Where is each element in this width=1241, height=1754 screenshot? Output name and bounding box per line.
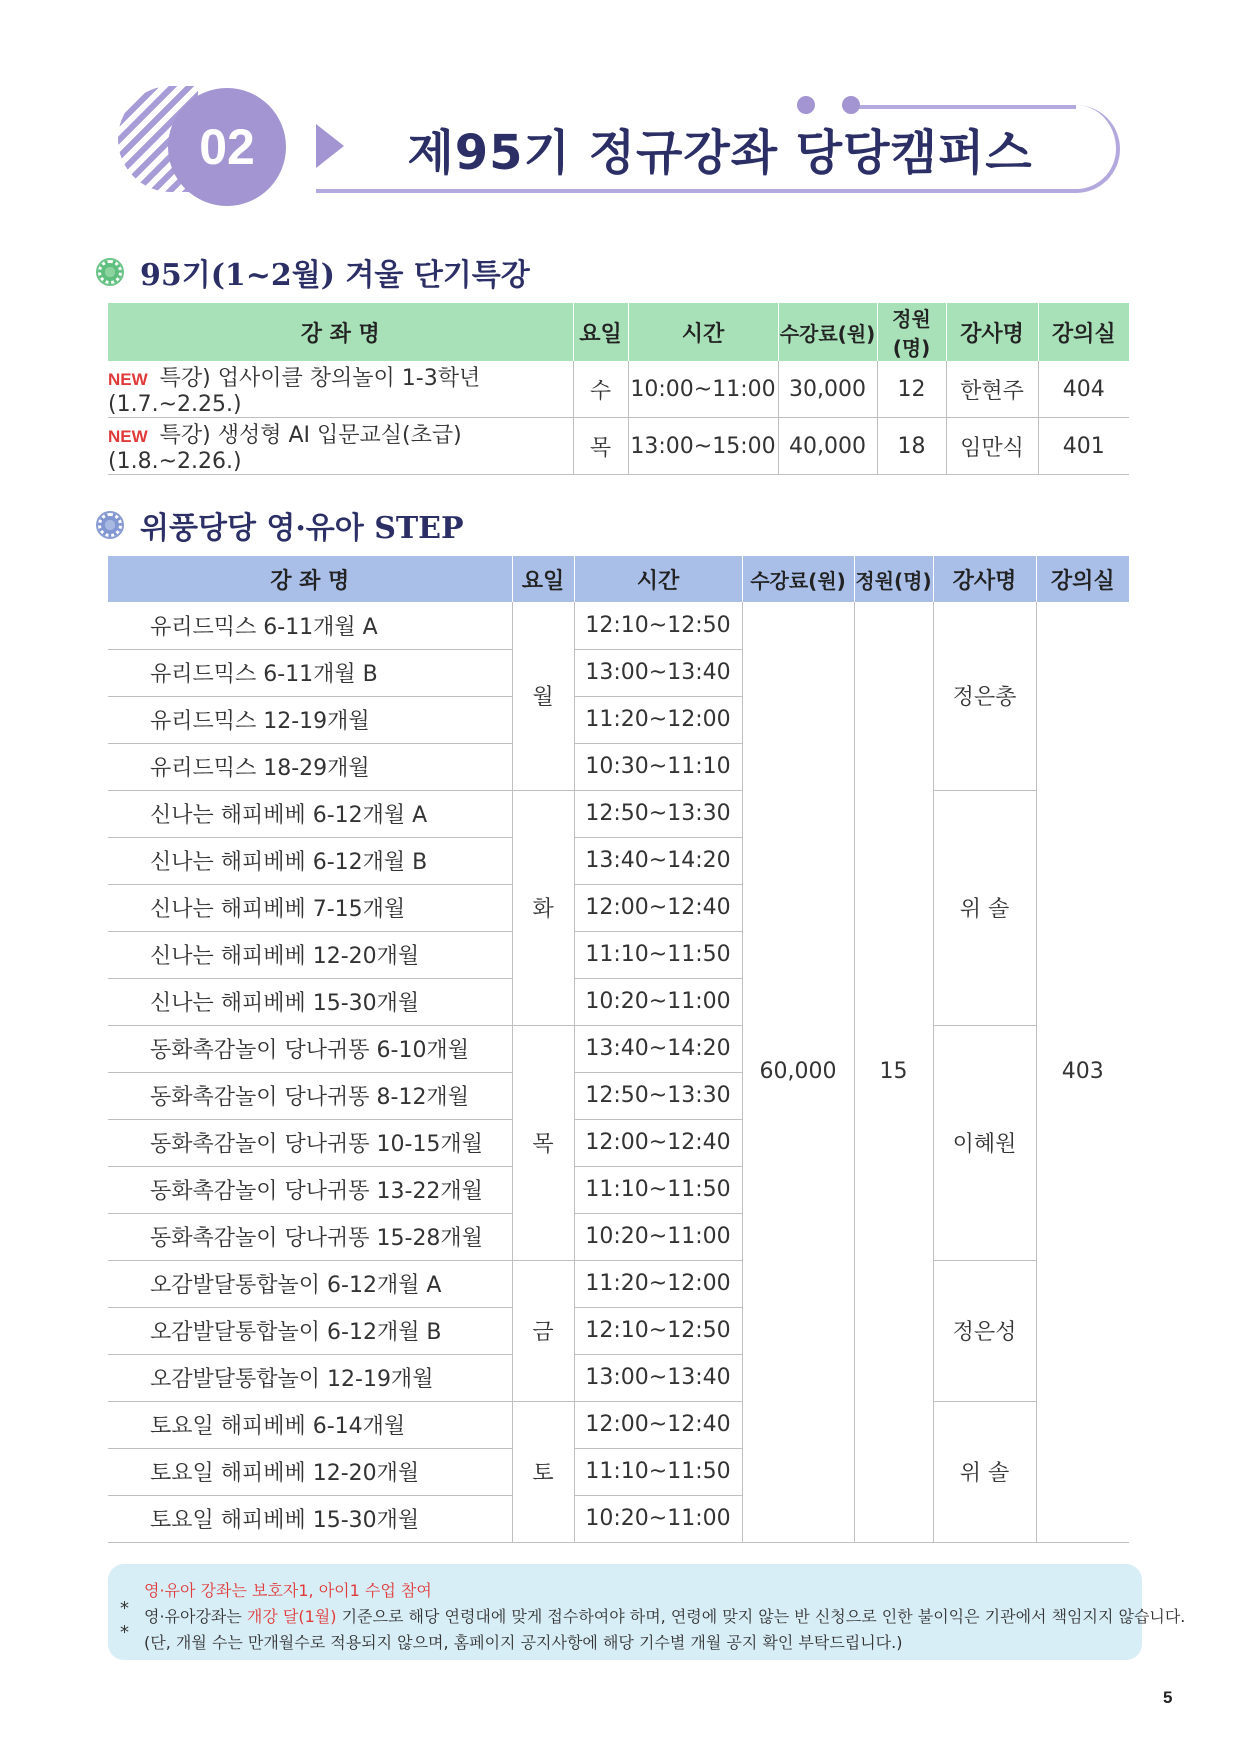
section-title: 위풍당당 영·유아 STEP — [140, 511, 464, 546]
time-cell: 11:20~12:00 — [574, 1260, 742, 1307]
time-cell: 10:20~11:00 — [574, 1213, 742, 1260]
notice-box — [108, 1564, 1186, 1660]
page-title: 제95기 정규강좌 당당캠퍼스 — [407, 125, 1033, 181]
time-cell: 10:20~11:00 — [574, 1495, 742, 1542]
circle-bullet-icon — [98, 260, 122, 284]
teacher-cell: 이혜원 — [933, 1025, 1036, 1260]
col-header: 수강료(원) — [778, 303, 877, 361]
teacher-cell: 정은총 — [933, 602, 1036, 790]
notice-line-1: 영·유아 강좌는 보호자1, 아이1 수업 참여 — [144, 1581, 432, 1600]
time-cell: 11:10~11:50 — [574, 1448, 742, 1495]
col-header: 강의실 — [1038, 303, 1129, 361]
day-cell: 목 — [573, 418, 628, 475]
course-name: 특강) 생성형 AI 입문교실(초급)(1.8.~2.26.) — [108, 423, 462, 474]
course-name: 신나는 해피베베 7-15개월 — [108, 884, 512, 931]
asterisk-mark: * — [120, 1598, 129, 1619]
table-row — [108, 361, 1129, 418]
decorative-dot — [797, 96, 815, 114]
day-cell: 토 — [512, 1401, 574, 1542]
teacher-cell: 위 솔 — [933, 790, 1036, 1025]
course-name: 동화촉감놀이 당나귀똥 10-15개월 — [108, 1119, 512, 1166]
new-badge: NEW — [108, 370, 148, 389]
teacher-cell: 한현주 — [946, 361, 1038, 418]
table-row — [108, 790, 1129, 837]
course-name: 신나는 해피베베 6-12개월 A — [108, 790, 512, 837]
course-name: 토요일 해피베베 12-20개월 — [108, 1448, 512, 1495]
course-name: 오감발달통합놀이 6-12개월 B — [108, 1307, 512, 1354]
time-cell: 13:40~14:20 — [574, 1025, 742, 1072]
teacher-cell: 임만식 — [946, 418, 1038, 475]
time-cell: 11:10~11:50 — [574, 1166, 742, 1213]
time-cell: 12:50~13:30 — [574, 790, 742, 837]
table-row — [108, 1025, 1129, 1072]
time-cell: 12:50~13:30 — [574, 1072, 742, 1119]
time-cell: 12:00~12:40 — [574, 1119, 742, 1166]
time-cell: 12:00~12:40 — [574, 884, 742, 931]
col-header: 요일 — [573, 303, 628, 361]
fee-cell: 60,000 — [742, 602, 854, 1542]
course-name: 유리드믹스 6-11개월 A — [108, 602, 512, 649]
section-title: 95기(1~2월) 겨울 단기특강 — [140, 258, 530, 293]
asterisk-mark: * — [120, 1622, 129, 1643]
table-row — [108, 418, 1129, 475]
room-cell: 403 — [1036, 602, 1129, 1542]
capacity-cell: 18 — [877, 418, 946, 475]
capacity-cell: 12 — [877, 361, 946, 418]
col-header: 정원(명) — [877, 303, 946, 361]
circle-bullet-icon — [98, 513, 122, 537]
day-cell: 수 — [573, 361, 628, 418]
col-header: 강 좌 명 — [108, 556, 512, 602]
fee-cell: 30,000 — [778, 361, 877, 418]
course-name-cell — [108, 418, 573, 475]
infant-course-table — [108, 556, 1129, 1543]
notice-line-3: (단, 개월 수는 만개월수로 적용되지 않으며, 홈페이지 공지사항에 해당 기수별 개월 공지 확인 부탁드립니다.) — [144, 1633, 903, 1652]
decorative-dot — [842, 96, 860, 114]
col-header: 강 좌 명 — [108, 303, 573, 361]
room-cell: 404 — [1038, 361, 1129, 418]
course-name: 동화촉감놀이 당나귀똥 13-22개월 — [108, 1166, 512, 1213]
time-cell: 12:00~12:40 — [574, 1401, 742, 1448]
course-name: 유리드믹스 12-19개월 — [108, 696, 512, 743]
time-cell: 11:20~12:00 — [574, 696, 742, 743]
day-cell: 월 — [512, 602, 574, 790]
time-cell: 11:10~11:50 — [574, 931, 742, 978]
course-name: 신나는 해피베베 12-20개월 — [108, 931, 512, 978]
table-row — [108, 1260, 1129, 1307]
teacher-cell: 위 솔 — [933, 1401, 1036, 1542]
course-name: 특강) 업사이클 창의놀이 1-3학년(1.7.~2.25.) — [108, 366, 481, 417]
table-header-row — [108, 303, 1129, 361]
course-name: 유리드믹스 18-29개월 — [108, 743, 512, 790]
notice-line-2 — [144, 1604, 1185, 1627]
time-cell: 13:40~14:20 — [574, 837, 742, 884]
table-header-row — [108, 556, 1129, 602]
time-cell: 12:10~12:50 — [574, 1307, 742, 1354]
section-header-winter — [98, 252, 530, 292]
section-number-badge: 02 — [168, 88, 286, 206]
new-badge: NEW — [108, 427, 148, 446]
col-header: 강의실 — [1036, 556, 1129, 602]
course-name: 토요일 해피베베 6-14개월 — [108, 1401, 512, 1448]
course-name: 신나는 해피베베 6-12개월 B — [108, 837, 512, 884]
capacity-cell: 15 — [854, 602, 933, 1542]
section-header-infant — [98, 505, 464, 545]
col-header: 시간 — [574, 556, 742, 602]
teacher-cell: 정은성 — [933, 1260, 1036, 1401]
day-cell: 목 — [512, 1025, 574, 1260]
time-cell: 10:20~11:00 — [574, 978, 742, 1025]
course-name-cell — [108, 361, 573, 418]
time-cell: 10:30~11:10 — [574, 743, 742, 790]
table-row — [108, 1401, 1129, 1448]
day-cell: 화 — [512, 790, 574, 1025]
title-frame-line — [856, 105, 1076, 109]
course-name: 동화촉감놀이 당나귀똥 8-12개월 — [108, 1072, 512, 1119]
col-header: 강사명 — [946, 303, 1038, 361]
time-cell: 13:00~13:40 — [574, 649, 742, 696]
time-cell: 10:00~11:00 — [628, 361, 778, 418]
col-header: 요일 — [512, 556, 574, 602]
time-cell: 13:00~13:40 — [574, 1354, 742, 1401]
course-name: 오감발달통합놀이 12-19개월 — [108, 1354, 512, 1401]
time-cell: 12:10~12:50 — [574, 602, 742, 649]
col-header: 강사명 — [933, 556, 1036, 602]
room-cell: 401 — [1038, 418, 1129, 475]
notice-highlight: 개강 달(1월) — [246, 1607, 337, 1626]
col-header: 시간 — [628, 303, 778, 361]
winter-course-table — [108, 303, 1129, 475]
course-name: 동화촉감놀이 당나귀똥 6-10개월 — [108, 1025, 512, 1072]
page-number: 5 — [1163, 1688, 1173, 1707]
fee-cell: 40,000 — [778, 418, 877, 475]
table-row — [108, 602, 1129, 649]
course-name: 유리드믹스 6-11개월 B — [108, 649, 512, 696]
course-name: 토요일 해피베베 15-30개월 — [108, 1495, 512, 1542]
col-header: 정원(명) — [854, 556, 933, 602]
notice-text: 기준으로 해당 연령대에 맞게 접수하여야 하며, 연령에 맞지 않는 반 신청으로 인한 불이익은 기관에서 책임지지 않습니다. — [336, 1607, 1186, 1626]
col-header: 수강료(원) — [742, 556, 854, 602]
course-name: 오감발달통합놀이 6-12개월 A — [108, 1260, 512, 1307]
notice-text: 영·유아강좌는 — [144, 1607, 247, 1626]
course-name: 신나는 해피베베 15-30개월 — [108, 978, 512, 1025]
day-cell: 금 — [512, 1260, 574, 1401]
time-cell: 13:00~15:00 — [628, 418, 778, 475]
course-name: 동화촉감놀이 당나귀똥 15-28개월 — [108, 1213, 512, 1260]
